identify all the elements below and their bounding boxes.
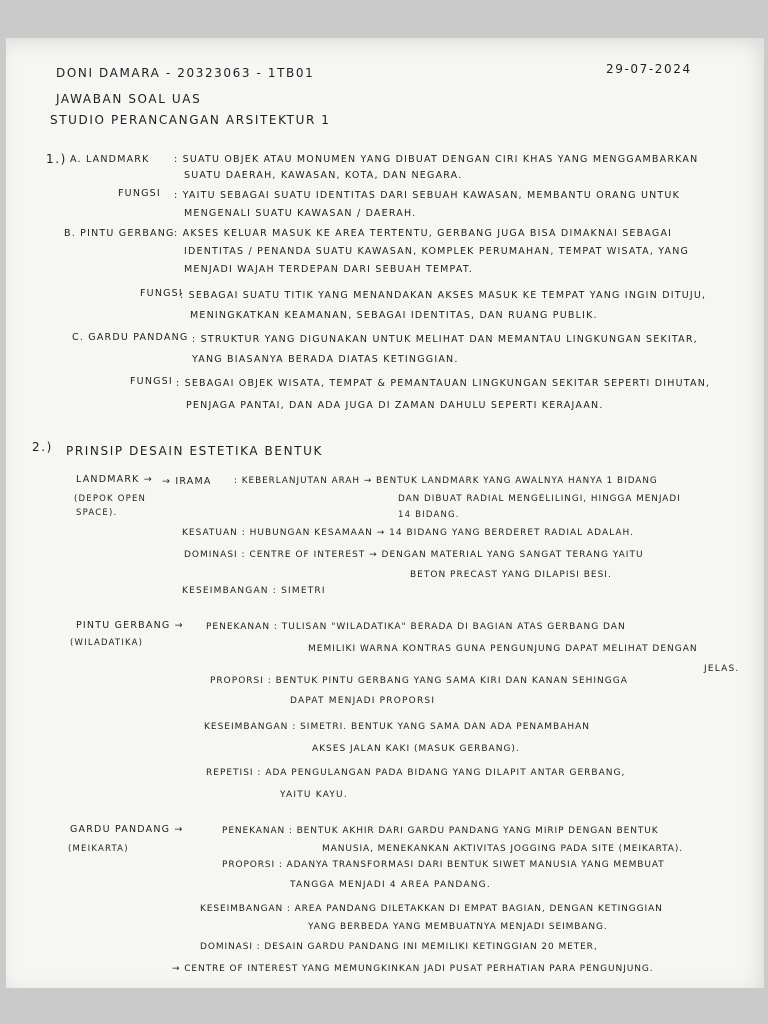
- landmark-subtitle-2: SPACE).: [76, 508, 118, 518]
- landmark-label: LANDMARK →: [76, 474, 153, 485]
- gardu-pandang-label: GARDU PANDANG →: [70, 824, 184, 835]
- student-name-line: DONI DAMARA - 20323063 - 1TB01: [56, 66, 315, 80]
- q1-a-label: A. LANDMARK: [70, 154, 150, 165]
- pintu-gerbang-penekanan-3: JELAS.: [704, 664, 740, 674]
- q1-c-definition-2: YANG BIASANYA BERADA DIATAS KETINGGIAN.: [192, 354, 459, 365]
- pintu-gerbang-keseimbangan-2: AKSES JALAN KAKI (MASUK GERBANG).: [312, 744, 520, 754]
- q1-a-definition-2: SUATU DAERAH, KAWASAN, KOTA, DAN NEGARA.: [184, 170, 463, 181]
- q1-c-label: C. GARDU PANDANG: [72, 332, 189, 343]
- q1-c-function-label: FUNGSI: [130, 376, 173, 387]
- q1-b-function-label: FUNGSI: [140, 288, 183, 299]
- handwritten-page: [6, 38, 764, 988]
- landmark-kesatuan: KESATUAN : HUBUNGAN KESAMAAN → 14 BIDANG YANG BERDERET RADIAL ADALAH.: [182, 528, 634, 538]
- gardu-pandang-keseimbangan-2: YANG BERBEDA YANG MEMBUATNYA MENJADI SEIMBANG.: [308, 922, 608, 932]
- pintu-gerbang-label: PINTU GERBANG →: [76, 620, 184, 631]
- q1-b-definition-3: MENJADI WAJAH TERDEPAN DARI SEBUAH TEMPAT.: [184, 264, 473, 275]
- question-2-title: PRINSIP DESAIN ESTETIKA BENTUK: [66, 444, 323, 458]
- pintu-gerbang-keseimbangan-1: KESEIMBANGAN : SIMETRI. BENTUK YANG SAMA DAN ADA PENAMBAHAN: [204, 722, 591, 732]
- course: STUDIO PERANCANGAN ARSITEKTUR 1: [50, 113, 331, 127]
- date: 29-07-2024: [606, 62, 692, 76]
- landmark-irama-label: → IRAMA: [162, 476, 212, 487]
- question-2-number: 2.): [32, 440, 53, 454]
- landmark-dominasi-1: DOMINASI : CENTRE OF INTEREST → DENGAN MATERIAL YANG SANGAT TERANG YAITU: [184, 550, 644, 560]
- gardu-pandang-proporsi-2: TANGGA MENJADI 4 AREA PANDANG.: [290, 880, 491, 890]
- q1-b-function-2: MENINGKATKAN KEAMANAN, SEBAGAI IDENTITAS, DAN RUANG PUBLIK.: [190, 310, 598, 321]
- pintu-gerbang-proporsi-1: PROPORSI : BENTUK PINTU GERBANG YANG SAMA KIRI DAN KANAN SEHINGGA: [210, 676, 628, 686]
- question-1-number: 1.): [46, 152, 67, 166]
- gardu-pandang-dominasi-2: → CENTRE OF INTEREST YANG MEMUNGKINKAN JADI PUSAT PERHATIAN PARA PENGUNJUNG.: [172, 964, 654, 974]
- pintu-gerbang-repetisi-1: REPETISI : ADA PENGULANGAN PADA BIDANG YANG DILAPIT ANTAR GERBANG,: [206, 768, 626, 778]
- q1-b-definition-1: : AKSES KELUAR MASUK KE AREA TERTENTU, GERBANG JUGA BISA DIMAKNAI SEBAGAI: [174, 228, 673, 239]
- q1-c-function-1: : SEBAGAI OBJEK WISATA, TEMPAT & PEMANTAUAN LINGKUNGAN SEKITAR SEPERTI DIHUTAN,: [176, 378, 711, 389]
- q1-a-function-2: MENGENALI SUATU KAWASAN / DAERAH.: [184, 208, 417, 219]
- q1-a-definition-1: : SUATU OBJEK ATAU MONUMEN YANG DIBUAT DENGAN CIRI KHAS YANG MENGGAMBARKAN: [174, 154, 699, 165]
- subject: JAWABAN SOAL UAS: [56, 92, 202, 106]
- pintu-gerbang-proporsi-2: DAPAT MENJADI PROPORSI: [290, 696, 436, 706]
- q1-b-function-1: : SEBAGAI SUATU TITIK YANG MENANDAKAN AKSES MASUK KE TEMPAT YANG INGIN DITUJU,: [180, 290, 707, 301]
- gardu-pandang-proporsi-1: PROPORSI : ADANYA TRANSFORMASI DARI BENTUK SIWET MANUSIA YANG MEMBUAT: [222, 860, 665, 870]
- pintu-gerbang-repetisi-2: YAITU KAYU.: [280, 790, 348, 800]
- q1-a-function-1: : YAITU SEBAGAI SUATU IDENTITAS DARI SEBUAH KAWASAN, MEMBANTU ORANG UNTUK: [174, 190, 681, 201]
- landmark-subtitle-1: (DEPOK OPEN: [74, 494, 147, 504]
- q1-c-function-2: PENJAGA PANTAI, DAN ADA JUGA DI ZAMAN DAHULU SEPERTI KERAJAAN.: [186, 400, 604, 411]
- q1-b-definition-2: IDENTITAS / PENANDA SUATU KAWASAN, KOMPLEK PERUMAHAN, TEMPAT WISATA, YANG: [184, 246, 690, 257]
- gardu-pandang-dominasi-1: DOMINASI : DESAIN GARDU PANDANG INI MEMILIKI KETINGGIAN 20 METER,: [200, 942, 598, 952]
- gardu-pandang-penekanan-2: MANUSIA, MENEKANKAN AKTIVITAS JOGGING PADA SITE (MEIKARTA).: [322, 844, 683, 854]
- pintu-gerbang-penekanan-2: MEMILIKI WARNA KONTRAS GUNA PENGUNJUNG DAPAT MELIHAT DENGAN: [308, 644, 698, 654]
- landmark-irama-3: 14 BIDANG.: [398, 510, 460, 520]
- landmark-irama-1: : KEBERLANJUTAN ARAH → BENTUK LANDMARK YANG AWALNYA HANYA 1 BIDANG: [234, 476, 658, 486]
- gardu-pandang-keseimbangan-1: KESEIMBANGAN : AREA PANDANG DILETAKKAN DI EMPAT BAGIAN, DENGAN KETINGGIAN: [200, 904, 663, 914]
- pintu-gerbang-subtitle: (WILADATIKA): [70, 638, 144, 648]
- landmark-dominasi-2: BETON PRECAST YANG DILAPISI BESI.: [410, 570, 612, 580]
- gardu-pandang-penekanan-1: PENEKANAN : BENTUK AKHIR DARI GARDU PANDANG YANG MIRIP DENGAN BENTUK: [222, 826, 659, 836]
- q1-c-definition-1: : STRUKTUR YANG DIGUNAKAN UNTUK MELIHAT DAN MEMANTAU LINGKUNGAN SEKITAR,: [192, 334, 698, 345]
- gardu-pandang-subtitle: (MEIKARTA): [68, 844, 129, 854]
- q1-a-function-label: FUNGSI: [118, 188, 161, 199]
- landmark-keseimbangan: KESEIMBANGAN : SIMETRI: [182, 586, 326, 596]
- pintu-gerbang-penekanan-1: PENEKANAN : TULISAN "WILADATIKA" BERADA DI BAGIAN ATAS GERBANG DAN: [206, 622, 626, 632]
- q1-b-label: B. PINTU GERBANG: [64, 228, 175, 239]
- landmark-irama-2: DAN DIBUAT RADIAL MENGELILINGI, HINGGA MENJADI: [398, 494, 681, 504]
